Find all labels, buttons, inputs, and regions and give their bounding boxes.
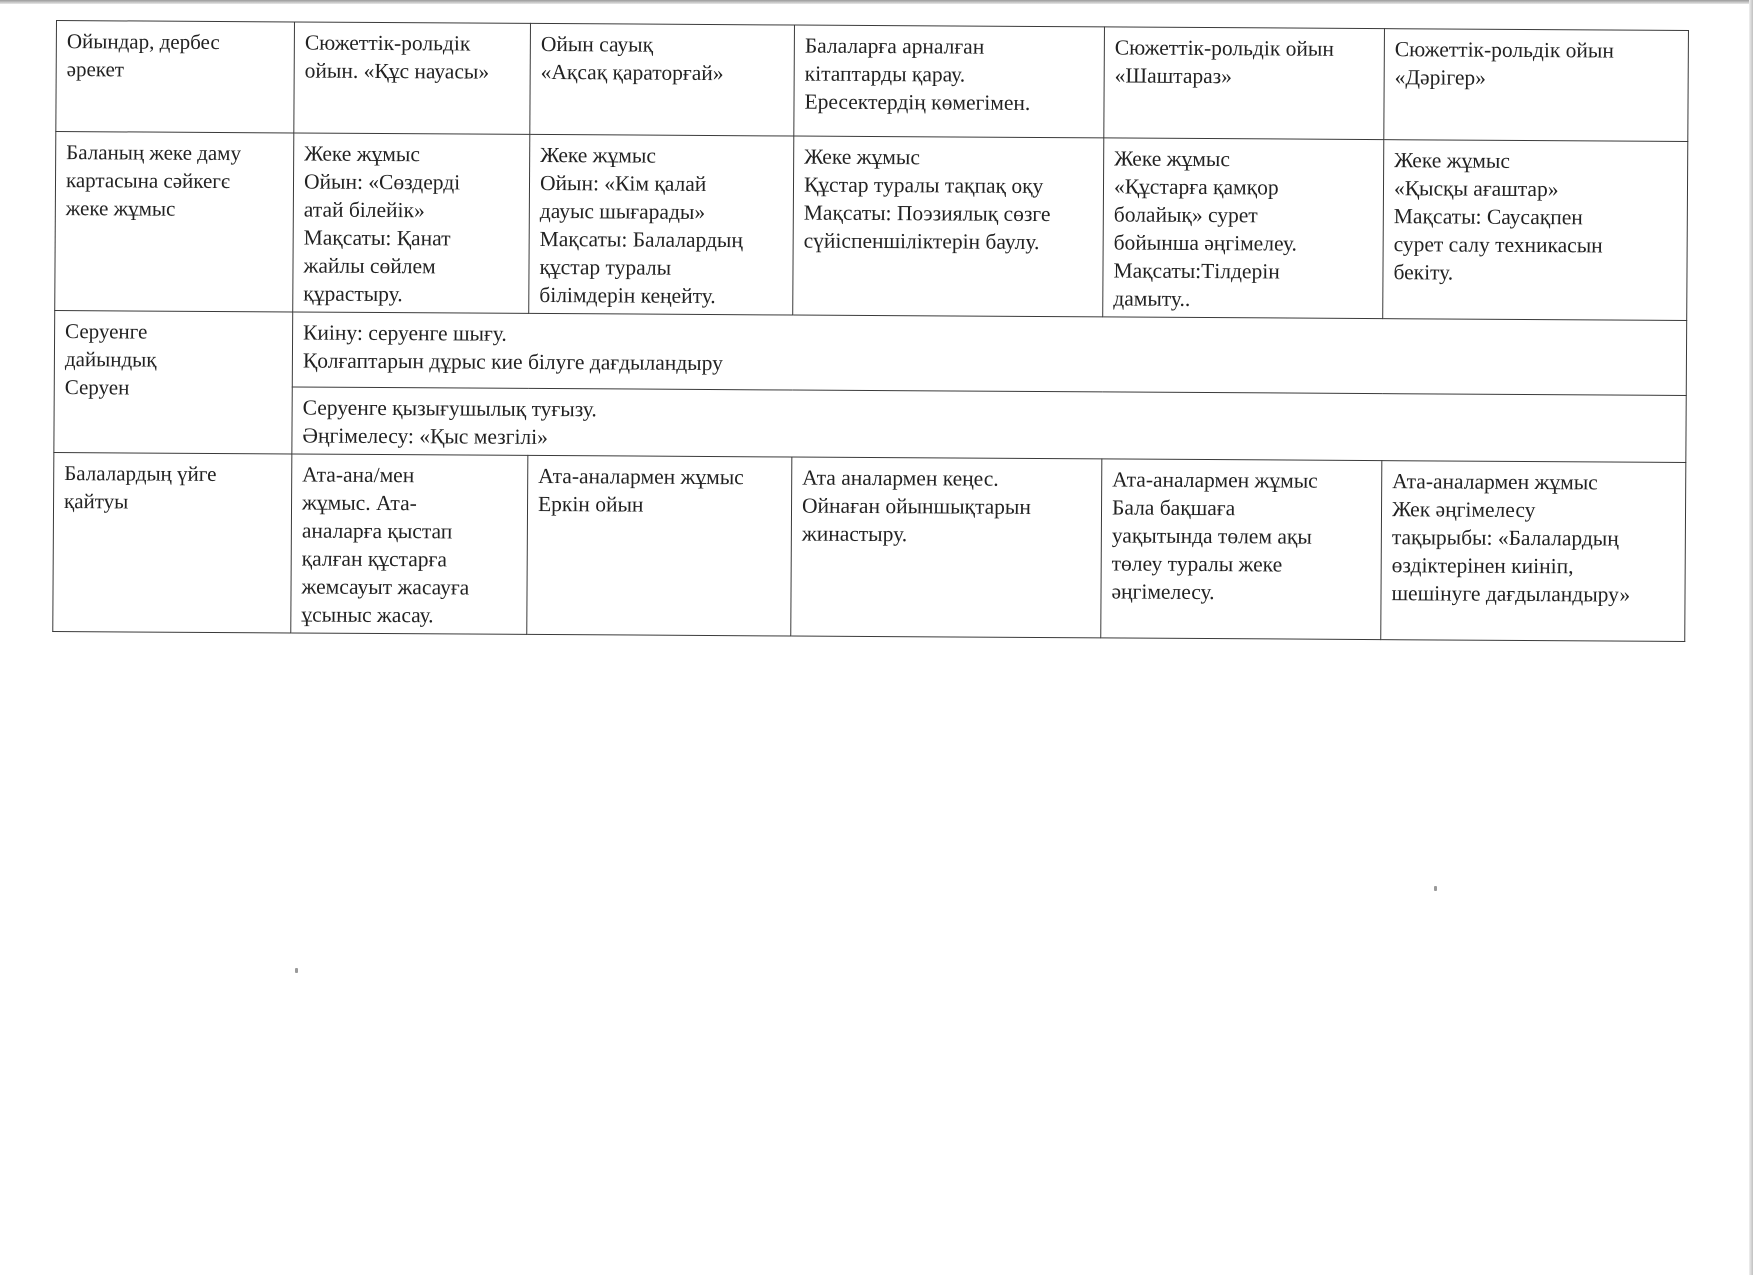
- table-row-walk: [54, 385, 1686, 462]
- scan-right-edge: [1749, 0, 1753, 1275]
- cell-individual-fri: Жеке жұмыс «Қысқы ағаштар» Мақсаты: Саусақпен сурет салу техникасын бекіту.: [1383, 140, 1688, 321]
- row-label-play: Ойындар, дербес әрекет: [56, 21, 295, 133]
- table-row-play: [56, 21, 1689, 142]
- cell-home-tue: Ата-аналармен жұмыс Еркін ойын: [527, 455, 792, 636]
- cell-home-fri: Ата-аналармен жұмыс Жек әңгімелесу тақырыбы: «Балалардың өздіктерінен киініп, шешінуге дағдыландыру»: [1381, 461, 1686, 642]
- cell-play-thu: Сюжеттік-рольдік ойын «Шаштараз»: [1104, 27, 1385, 140]
- table-row-individual: [55, 132, 1688, 321]
- cell-walk: Серуенге қызығушылық туғызу. Әңгімелесу: «Қыс мезгілі»: [292, 387, 1686, 463]
- row-label-home: Балалардың үйге қайтуы: [53, 452, 292, 632]
- cell-home-thu: Ата-аналармен жұмыс Бала бақшаға уақытында төлем ақы төлеу туралы жеке әңгімелесу.: [1101, 459, 1382, 640]
- row-label-walk: Серуенге дайындық Серуен: [54, 310, 293, 453]
- cell-individual-wed: Жеке жұмыс Құстар туралы тақпақ оқу Мақсаты: Поэзиялық сөзге сүйіспеншіліктерін баулу.: [793, 136, 1104, 317]
- table-row-walk-prep: [54, 310, 1686, 395]
- table-row-home: [53, 452, 1686, 641]
- scan-speck: [1434, 886, 1437, 891]
- cell-play-mon: Сюжеттік-рольдік ойын. «Құс науасы»: [294, 22, 531, 134]
- scan-top-edge: [0, 0, 1753, 4]
- daily-plan-table: [52, 20, 1689, 642]
- cell-play-fri: Сюжеттік-рольдік ойын «Дәрігер»: [1384, 29, 1689, 142]
- cell-play-tue: Ойын сауық «Ақсақ қараторғай»: [530, 23, 795, 136]
- cell-walk-prep: Киіну: серуенге шығу. Қолғаптарын дұрыс кие білуге дағдыландыру: [292, 312, 1686, 396]
- scan-speck: [295, 968, 298, 973]
- cell-individual-mon: Жеке жұмыс Ойын: «Сөздерді атай білейік» Мақсаты: Қанат жайлы сөйлем құрастыру.: [293, 133, 530, 313]
- cell-play-wed: Балаларға арналған кітаптарды қарау. Ересектердің көмегімен.: [794, 25, 1105, 138]
- cell-individual-thu: Жеке жұмыс «Құстарға қамқор болайық» сурет бойынша әңгімелеу. Мақсаты:Тілдерін дамыту..: [1103, 138, 1384, 319]
- row-label-individual: Баланың жеке даму картасына сәйкегє жеке жұмыс: [55, 132, 294, 312]
- cell-home-mon: Ата-ана/мен жұмыс. Ата- аналарға қыстап қалған құстарға жемсауыт жасауға ұсыныс жасау.: [291, 454, 528, 634]
- cell-individual-tue: Жеке жұмыс Ойын: «Кім қалай дауыс шығарады» Мақсаты: Балалардың құстар туралы білімдерін кеңейту.: [529, 134, 794, 315]
- cell-home-wed: Ата аналармен кеңес. Ойнаған ойыншықтарын жинастыру.: [791, 457, 1102, 638]
